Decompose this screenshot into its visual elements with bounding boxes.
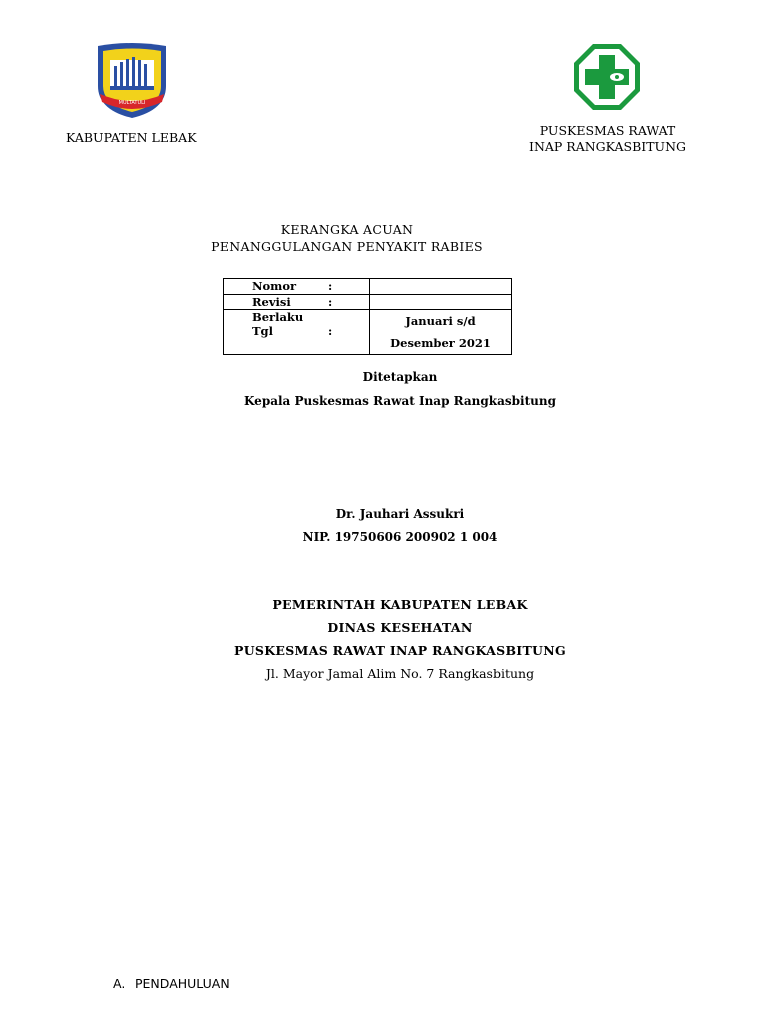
svg-text:MULTATULI: MULTATULI — [118, 100, 146, 106]
table-row-nomor — [224, 279, 512, 295]
table-row-berlaku — [224, 310, 512, 355]
nomor-colon: : — [328, 279, 333, 293]
berlaku-value-line2: Desember 2021 — [390, 336, 491, 350]
right-org-line1: PUSKESMAS RAWAT — [539, 123, 676, 138]
approver-position: Kepala Puskesmas Rawat Inap Rangkasbitung — [244, 394, 556, 408]
institution-address: Jl. Mayor Jamal Alim No. 7 Rangkasbitung — [265, 666, 535, 681]
berlaku-value — [370, 310, 512, 355]
approver-name: Dr. Jauhari Assukri — [335, 507, 465, 521]
institution-line2: DINAS KESEHATAN — [327, 620, 473, 635]
table-row-revisi — [224, 295, 512, 310]
berlaku-colon: : — [328, 324, 333, 338]
approver-nip: NIP. 19750606 200902 1 004 — [302, 530, 498, 544]
established-label: Ditetapkan — [362, 370, 438, 384]
title-line1: KERANGKA ACUAN — [280, 222, 414, 237]
nomor-value — [370, 279, 512, 295]
kabupaten-lebak-logo — [92, 42, 172, 120]
section-heading — [113, 976, 230, 991]
revisi-value — [370, 295, 512, 310]
revisi-colon: : — [328, 295, 333, 309]
document-title — [150, 221, 544, 255]
institution-line3: PUSKESMAS RAWAT INAP RANGKASBITUNG — [234, 643, 566, 658]
right-org-label — [510, 123, 705, 155]
berlaku-value-line1: Januari s/d — [405, 314, 476, 328]
document-info-table — [223, 278, 512, 355]
institution-line1: PEMERINTAH KABUPATEN LEBAK — [272, 597, 528, 612]
title-line2: PENANGGULANGAN PENYAKIT RABIES — [211, 239, 483, 254]
revisi-label: Revisi — [252, 295, 291, 309]
berlaku-label: Berlaku Tgl — [252, 310, 304, 338]
section-marker: A. — [113, 976, 126, 991]
section-title: PENDAHULUAN — [135, 976, 230, 991]
left-org-label: KABUPATEN LEBAK — [66, 130, 197, 145]
nomor-label: Nomor — [252, 279, 297, 293]
puskesmas-logo — [573, 43, 641, 111]
right-org-line2: INAP RANGKASBITUNG — [529, 139, 686, 154]
